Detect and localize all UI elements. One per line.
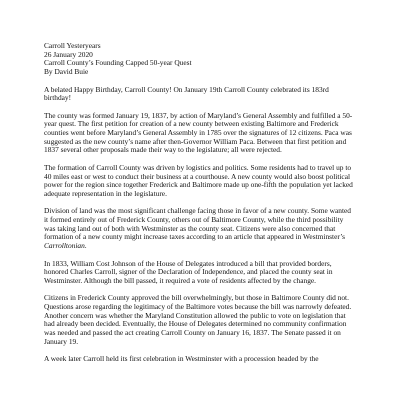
paragraph-votes (44, 294, 356, 346)
paragraph-1833-bill (44, 260, 356, 286)
paragraph-birthday (44, 86, 356, 103)
paragraph-text: Citizens in Frederick County approved the bill overwhelmingly, but those in Baltimore County did not. Questions arose regarding the legitimacy of the Baltimore votes because the bill was narrowly defeated. Another concern was whether the Maryland Constitution allowed the public to vote on legislation that had already been decided. Eventually, the House of Delegates determined no community confirmation was needed and passed the act creating Carroll County on January 16, 1837. The Senate passed it on January 19. (44, 293, 352, 346)
article-date: 26 January 2020 (44, 49, 93, 59)
article-header (44, 42, 356, 77)
paragraph-text: A week later Carroll held its first celebration in Westminster with a procession headed by the (44, 354, 319, 364)
paragraph-celebration (44, 355, 356, 364)
paragraph-text: In 1833, William Cost Johnson of the House of Delegates introduced a bill that provided borders, honored Charles Carroll, signer of the Declaration of Independence, and placed the county seat in Westminster. Although the bill passed, it required a vote of residents affected by the change. (44, 258, 333, 285)
paragraph-text: Division of land was the most significant challenge facing those in favor of a new county. Some wanted it formed entirely out of Frederick County, others out of Baltimore County, while the third possibility was taking land out of both with Westminster as the county seat. Citizens were also concerned that formation of a new county might increase taxes according to an article that appeared in Westminster’s (44, 206, 351, 242)
paragraph-formation (44, 112, 356, 156)
paragraph-text: A belated Happy Birthday, Carroll County! On January 19th Carroll County celebrated its 183rd birthday! (44, 84, 329, 103)
column-name: Carroll Yesteryears (44, 41, 101, 50)
paragraph-logistics (44, 164, 356, 199)
paragraph-text: The county was formed January 19, 1837, by action of Maryland’s General Assembly and fulfilled a 50-year quest. The first petition for creation of a new county between existing Baltimore and Frederick counties went before Maryland’s General Assembly in 1785 over the signatures of 12 citizens. Paca was suggested as the new county’s name after then-Governor William Paca. Between that first petition and 1837 several other proposals made their way to the legislature; all were rejected. (44, 110, 353, 155)
article-title: Carroll County’s Founding Capped 50-year Quest (44, 58, 192, 68)
newspaper-name: Carrolltonian (44, 241, 85, 251)
paragraph-division (44, 207, 356, 251)
paragraph-text: The formation of Carroll County was driven by logistics and politics. Some residents had to travel up to 40 miles east or west to conduct their business at a courthouse. A new county would also boost political power for the region since together Frederick and Baltimore made up one-fifth the population yet lacked adequate representation in the legislature. (44, 162, 353, 198)
paragraph-text-end: . (84, 241, 87, 251)
article-byline: By David Buie (44, 67, 89, 77)
